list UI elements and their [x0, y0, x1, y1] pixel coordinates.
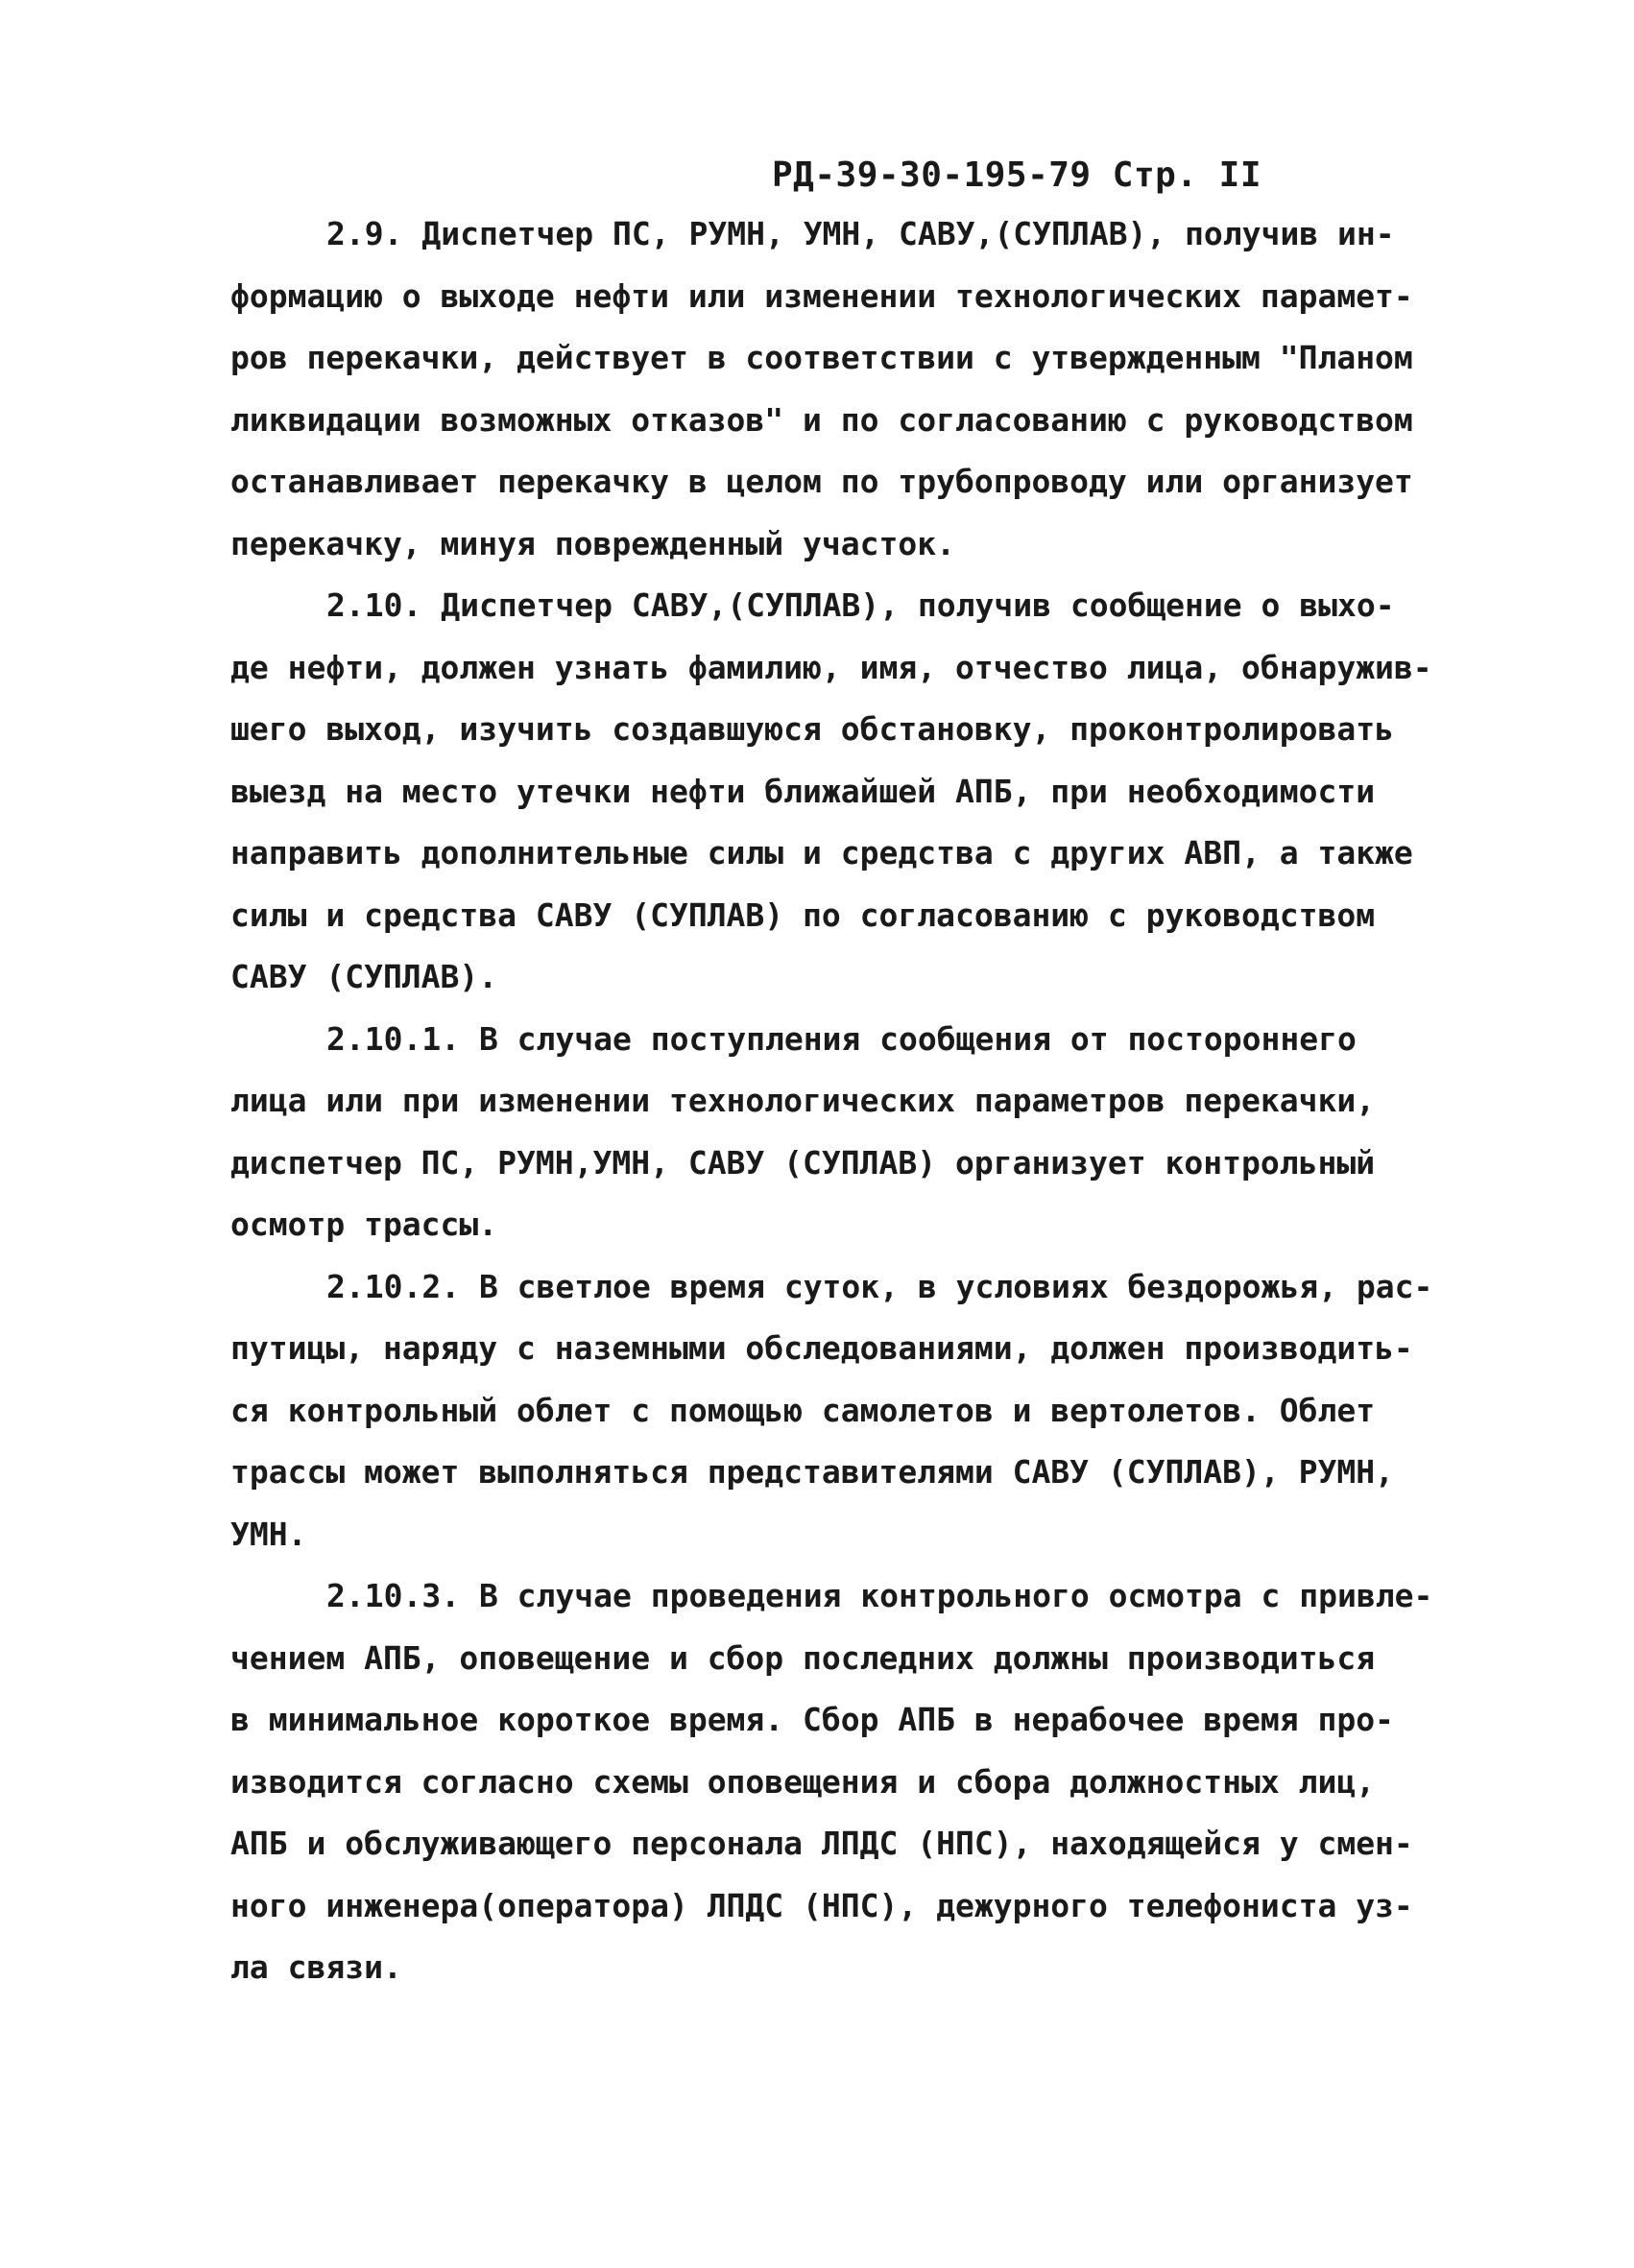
text-line: в минимальное короткое время. Сбор АПБ в нерабочее время про-: [230, 1701, 1394, 1738]
text-line: 2.10.1. В случае поступления сообщения от постороннего: [326, 1019, 1357, 1058]
text-line: трассы может выполняться представителями САВУ (СУПЛАВ), РУМН,: [230, 1453, 1394, 1491]
paragraph-2-10: [230, 575, 1432, 1009]
text-line: выезд на место утечки нефти ближайшей АПБ, при необходимости: [230, 772, 1376, 810]
text-line: ла связи.: [230, 1948, 402, 1986]
text-line: ров перекачки, действует в соответствии с утвержденным "Планом: [230, 339, 1413, 376]
text-line: 2.10.3. В случае проведения контрольного осмотра с привле-: [326, 1577, 1433, 1614]
paragraph-2-10-3: [230, 1565, 1433, 1999]
paragraph-2-9: [230, 203, 1421, 575]
text-line: путицы, наряду с наземными обследованиями, должен производить-: [230, 1329, 1413, 1367]
document-body: [230, 203, 1433, 1999]
paragraph-2-10-1: [230, 1009, 1421, 1256]
text-line: 2.9. Диспетчер ПС, РУМН, УМН, САВУ,(СУПЛАВ), получив ин-: [326, 215, 1395, 252]
page-header: РД-39-30-195-79 Стр. II: [772, 155, 1262, 195]
text-line: осмотр трассы.: [230, 1206, 498, 1243]
text-line: формацию о выходе нефти или изменении технологических парамет-: [230, 276, 1413, 315]
text-line: ликвидации возможных отказов" и по согласованию с руководством: [230, 400, 1413, 439]
text-line: шего выход, изучить создавшуюся обстановку, проконтролировать: [230, 710, 1394, 748]
text-line: чением АПБ, оповещение и сбор последних должны производиться: [230, 1638, 1376, 1677]
text-line: УМН.: [230, 1515, 307, 1553]
text-line: лица или при изменении технологических параметров перекачки,: [230, 1082, 1376, 1119]
text-line: ного инженера(оператора) ЛПДС (НПС), дежурного телефониста уз-: [230, 1886, 1413, 1924]
text-line: силы и средства САВУ (СУПЛАВ) по согласованию с руководством: [230, 895, 1376, 934]
text-line: 2.10. Диспетчер САВУ,(СУПЛАВ), получив сообщение о выхо-: [326, 586, 1395, 624]
text-line: диспетчер ПС, РУМН,УМН, САВУ (СУПЛАВ) организует контрольный: [230, 1143, 1376, 1182]
text-line: направить дополнительные силы и средства с других АВП, а также: [230, 834, 1413, 871]
text-line: перекачку, минуя поврежденный участок.: [230, 524, 955, 562]
text-line: де нефти, должен узнать фамилию, имя, отчество лица, обнаружив-: [230, 648, 1432, 686]
text-line: 2.10.2. В светлое время суток, в условиях бездорожья, рас-: [326, 1267, 1433, 1305]
text-line: ся контрольный облет с помощью самолетов и вертолетов. Облет: [230, 1391, 1376, 1429]
paragraph-2-10-2: [230, 1256, 1433, 1566]
text-line: изводится согласно схемы оповещения и сбора должностных лиц,: [230, 1762, 1376, 1801]
text-line: АПБ и обслуживающего персонала ЛПДС (НПС), находящейся у смен-: [230, 1825, 1413, 1862]
text-line: САВУ (СУПЛАВ).: [230, 958, 498, 995]
text-line: останавливает перекачку в целом по трубопроводу или организует: [230, 463, 1413, 500]
